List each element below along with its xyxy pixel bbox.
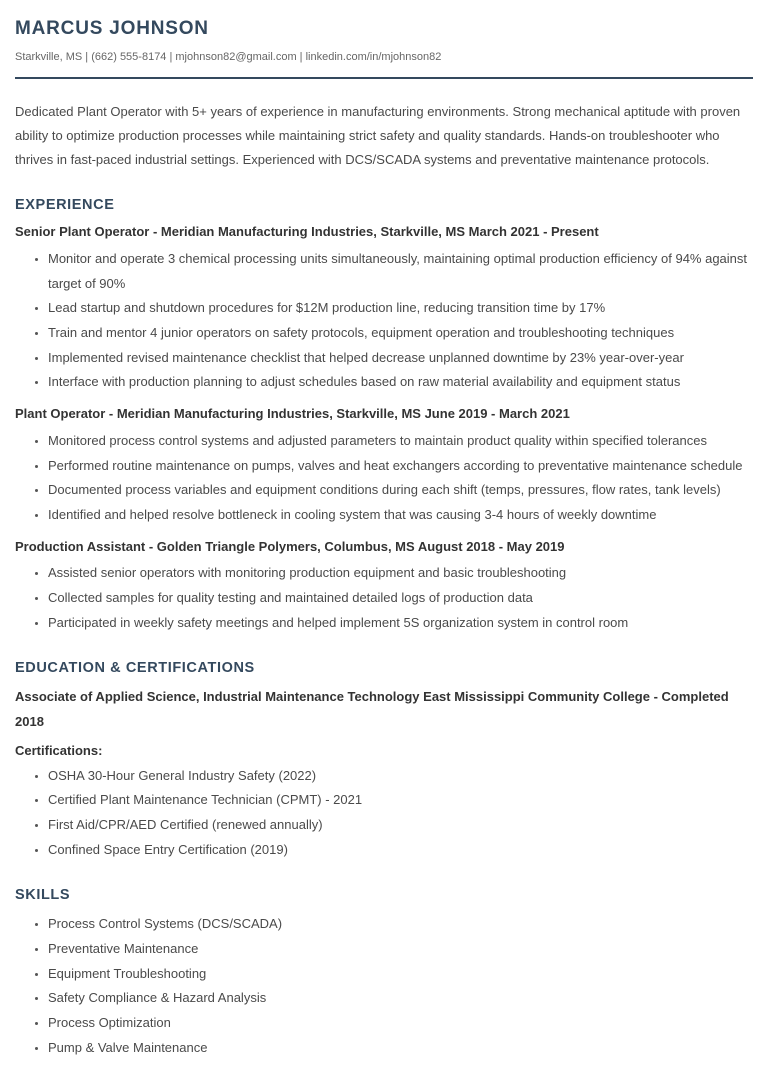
skill-item: • Equipment Troubleshooting xyxy=(48,962,753,987)
job-title: Plant Operator - Meridian Manufacturing Industries, Starkville, MS June 2019 - March 2021 xyxy=(15,406,570,422)
job-bullet-list xyxy=(15,561,753,635)
certifications-list xyxy=(15,764,753,863)
bullet-item: • Train and mentor 4 junior operators on safety protocols, equipment operation and troubleshooting techniques xyxy=(48,321,753,346)
bullet-item: • Performed routine maintenance on pumps, valves and heat exchangers according to preventative maintenance schedule xyxy=(48,454,753,479)
bullet-item: • Documented process variables and equipment conditions during each shift (temps, pressures, flow rates, tank levels) xyxy=(48,478,753,503)
contact-line: Starkville, MS | (662) 555-8174 | mjohnson82@gmail.com | linkedin.com/in/mjohnson82 xyxy=(15,51,442,63)
skill-item: • Process Control Systems (DCS/SCADA) xyxy=(48,912,753,937)
bullet-item: • Monitor and operate 3 chemical processing units simultaneously, maintaining optimal production efficiency of 94% against target of 90% xyxy=(48,247,753,296)
job-bullet-list xyxy=(15,429,753,528)
bullet-item: • Collected samples for quality testing and maintained detailed logs of production data xyxy=(48,586,753,611)
header-divider xyxy=(15,77,753,79)
education-heading: EDUCATION & CERTIFICATIONS xyxy=(15,660,255,677)
certification-item: • OSHA 30-Hour General Industry Safety (2022) xyxy=(48,764,753,789)
degree-line: Associate of Applied Science, Industrial Maintenance Technology East Mississippi Community College - Completed 2018 xyxy=(15,689,729,730)
job-title: Senior Plant Operator - Meridian Manufacturing Industries, Starkville, MS March 2021 - Present xyxy=(15,224,599,240)
resume-name: MARCUS JOHNSON xyxy=(15,18,209,39)
certification-item: • Confined Space Entry Certification (2019) xyxy=(48,838,753,863)
skills-heading: SKILLS xyxy=(15,887,71,904)
bullet-item: • Lead startup and shutdown procedures for $12M production line, reducing transition time by 17% xyxy=(48,296,753,321)
skill-item: • Process Optimization xyxy=(48,1011,753,1036)
bullet-item: • Identified and helped resolve bottleneck in cooling system that was causing 3-4 hours of weekly downtime xyxy=(48,503,753,528)
summary-paragraph: Dedicated Plant Operator with 5+ years of experience in manufacturing environments. Strong mechanical aptitude with proven ability to optimize production processes while maintaining strict safety and quality standards. Hands-on troubleshooter who thrives in fast-paced industrial settings. Experienced with DCS/SCADA systems and preventative maintenance protocols. xyxy=(15,104,741,168)
job-title: Production Assistant - Golden Triangle Polymers, Columbus, MS August 2018 - May 2019 xyxy=(15,538,565,554)
certification-item: • Certified Plant Maintenance Technician (CPMT) - 2021 xyxy=(48,788,753,813)
bullet-item: • Monitored process control systems and adjusted parameters to maintain product quality within specified tolerances xyxy=(48,429,753,454)
bullet-item: • Assisted senior operators with monitoring production equipment and basic troubleshooting xyxy=(48,561,753,586)
skills-list xyxy=(15,912,753,1060)
experience-heading: EXPERIENCE xyxy=(15,197,115,214)
bullet-item: • Implemented revised maintenance checklist that helped decrease unplanned downtime by 23% year-over-year xyxy=(48,346,753,371)
bullet-item: • Participated in weekly safety meetings and helped implement 5S organization system in control room xyxy=(48,611,753,636)
skill-item: • Pump & Valve Maintenance xyxy=(48,1036,753,1061)
bullet-item: • Interface with production planning to adjust schedules based on raw material availability and equipment status xyxy=(48,370,753,395)
certification-item: • First Aid/CPR/AED Certified (renewed annually) xyxy=(48,813,753,838)
job-bullet-list xyxy=(15,247,753,395)
certifications-label: Certifications: xyxy=(15,742,103,758)
skill-item: • Preventative Maintenance xyxy=(48,937,753,962)
skill-item: • Safety Compliance & Hazard Analysis xyxy=(48,986,753,1011)
